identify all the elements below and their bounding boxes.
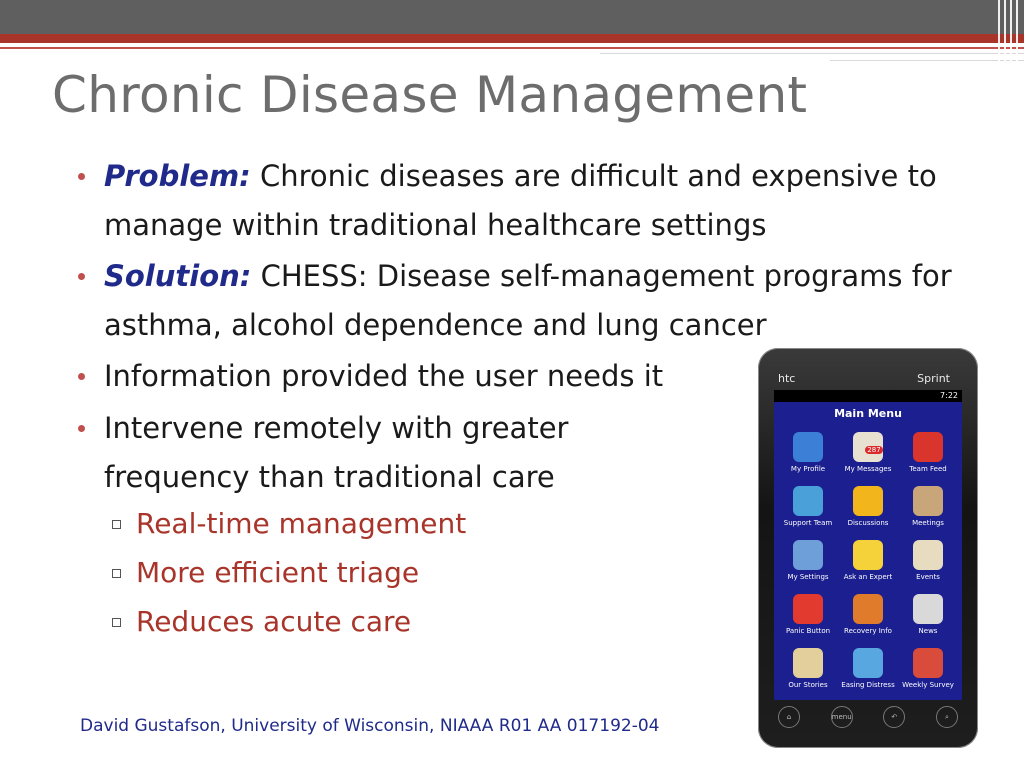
decorative-stripes	[994, 0, 1020, 70]
app-label: My Profile	[790, 465, 826, 473]
subbullet	[112, 500, 466, 548]
app-tile	[898, 646, 958, 700]
bullet-text: CHESS: Disease self-management programs for asthma, alcohol dependence and lung cancer	[104, 259, 952, 342]
subbullet-text: Reduces acute care	[136, 605, 412, 638]
bullet-text: Intervene remotely with greater frequency than traditional care	[104, 411, 569, 494]
app-label: Panic Button	[785, 627, 831, 635]
top-banner	[0, 0, 1024, 34]
square-bullet-icon	[112, 520, 121, 529]
app-tile	[898, 430, 958, 484]
profile-icon	[793, 432, 823, 462]
square-bullet-icon	[112, 569, 121, 578]
app-tile	[898, 538, 958, 592]
scroll-icon	[793, 648, 823, 678]
red-accent-line	[0, 47, 1024, 49]
app-label: Support Team	[783, 519, 833, 527]
subbullet-text: Real-time management	[136, 507, 467, 540]
app-tile	[838, 592, 898, 646]
app-tile	[778, 430, 838, 484]
app-label: Weekly Survey	[902, 681, 954, 689]
phone-carrier-label: Sprint	[917, 372, 950, 385]
question-head-icon	[853, 594, 883, 624]
app-tile	[778, 538, 838, 592]
meditation-icon	[853, 648, 883, 678]
phone-status-bar	[774, 390, 962, 402]
lightbulb-icon	[853, 540, 883, 570]
lifebuoy-icon	[793, 594, 823, 624]
app-tile	[838, 538, 898, 592]
bullet-dot	[78, 173, 85, 180]
bullet-dot	[78, 273, 85, 280]
phone-brand-label: htc	[778, 372, 796, 385]
app-label: My Settings	[787, 573, 829, 581]
bullet-text: Information provided the user needs it	[104, 359, 664, 393]
subbullet	[112, 598, 411, 646]
bullet-problem	[78, 152, 978, 250]
app-tile	[898, 592, 958, 646]
app-tile	[778, 646, 838, 700]
app-label: Events	[916, 573, 940, 581]
app-grid	[778, 430, 958, 700]
square-bullet-icon	[112, 618, 121, 627]
search-icon: ⌕	[936, 706, 958, 728]
app-tile	[838, 484, 898, 538]
phone-hardware-buttons	[778, 706, 958, 730]
slide-footer: David Gustafson, University of Wisconsin, NIAAA R01 AA 017192-04	[80, 716, 660, 736]
clipboard-icon	[913, 648, 943, 678]
envelope-icon	[853, 432, 883, 462]
bullet-lead: Problem:	[104, 159, 251, 193]
app-label: Our Stories	[788, 681, 828, 689]
phone-time: 7:22	[940, 391, 958, 400]
app-tile	[778, 592, 838, 646]
megaphone-icon	[913, 432, 943, 462]
bullet-information	[78, 352, 758, 401]
app-tile	[898, 484, 958, 538]
back-icon: ↶	[883, 706, 905, 728]
phone-screen	[774, 390, 962, 700]
red-accent-band	[0, 34, 1024, 43]
umbrella-icon	[793, 486, 823, 516]
bullet-text: Chronic diseases are difficult and expensive to manage within traditional healthcare settings	[104, 159, 937, 242]
subbullet-text: More efficient triage	[136, 556, 420, 589]
phone-image	[758, 348, 978, 748]
speech-bubble-icon	[853, 486, 883, 516]
messages-badge: 287	[867, 446, 881, 454]
subbullet	[112, 549, 419, 597]
bullet-solution	[78, 252, 978, 350]
app-label: Discussions	[847, 519, 889, 527]
app-label: Recovery Info	[844, 627, 892, 635]
app-tile	[838, 646, 898, 700]
app-tile	[838, 430, 898, 484]
app-label: My Messages	[844, 465, 892, 473]
coffee-cup-icon	[913, 486, 943, 516]
app-label: Team Feed	[909, 465, 947, 473]
slide-title: Chronic Disease Management	[52, 66, 808, 124]
home-icon: ⌂	[778, 706, 800, 728]
app-label: Easing Distress	[841, 681, 895, 689]
ticket-icon	[913, 540, 943, 570]
bullet-dot	[78, 425, 85, 432]
app-label: Ask an Expert	[843, 573, 893, 581]
phone-menu-title: Main Menu	[834, 407, 902, 420]
menu-button-icon: menu	[831, 706, 853, 728]
divider-line	[600, 53, 1024, 54]
app-tile	[778, 484, 838, 538]
app-label: News	[918, 627, 938, 635]
gear-icon	[793, 540, 823, 570]
bullet-intervene	[78, 404, 658, 502]
bullet-dot	[78, 373, 85, 380]
bullet-lead: Solution:	[104, 259, 252, 293]
newspaper-icon	[913, 594, 943, 624]
app-label: Meetings	[912, 519, 944, 527]
